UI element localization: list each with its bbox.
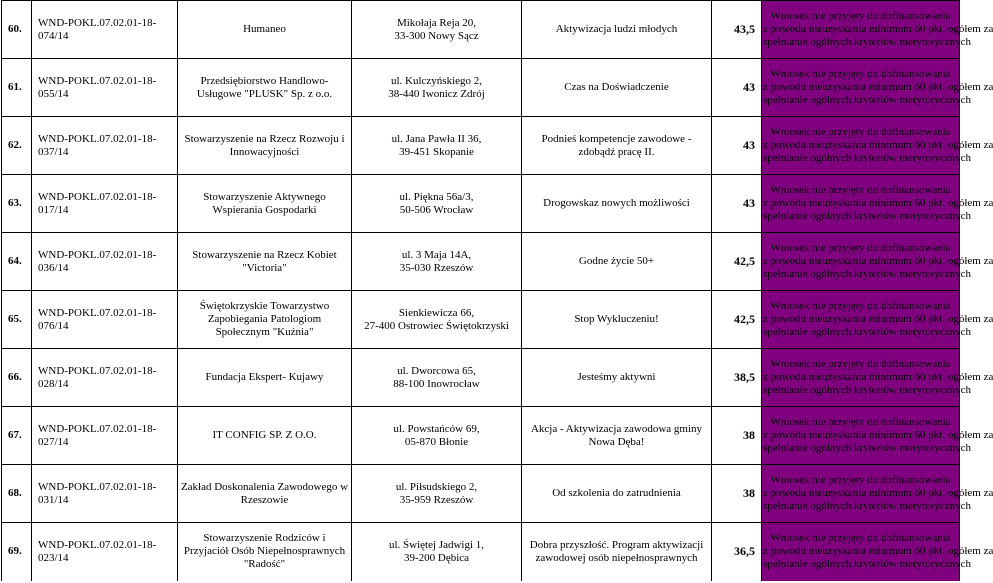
row-applicant [178, 117, 352, 175]
status-line-1: Wniosek nie przyjęty do dofinansowania [770, 358, 951, 370]
row-status [762, 1, 993, 59]
address-line-2: 27-400 Ostrowiec Świętokrzyski [364, 319, 509, 332]
status-line-3: spełnianie ogólnych kryteriów merytorycznych [763, 210, 972, 222]
row-applicant [178, 233, 352, 291]
address-line-1: ul. Kulczyńskiego 2, [390, 74, 483, 87]
row-status [762, 349, 993, 407]
address-line-2: 38-440 Iwonicz Zdrój [388, 87, 485, 100]
row-applicant [178, 523, 352, 581]
points-text: 42,5 [734, 254, 755, 268]
status-line-2: z powodu nieuzyskania minimum 60 pkt. ogółem za [763, 429, 993, 441]
table-row [2, 1, 960, 59]
status-line-1: Wniosek nie przyjęty do dofinansowania [770, 68, 951, 80]
row-lp [2, 1, 32, 59]
row-status [762, 291, 993, 349]
row-project-title [522, 175, 712, 233]
table-body [2, 1, 993, 581]
row-status [762, 175, 993, 233]
row-address [352, 233, 522, 291]
status-line-1: Wniosek nie przyjęty do dofinansowania [770, 532, 951, 545]
title-text: Dobra przyszłość. Program aktywizacji zawodowej osób niepełnosprawnych [529, 538, 704, 564]
status-line-1: Wniosek nie przyjęty do dofinansowania [770, 242, 951, 254]
address-line-2: 33-300 Nowy Sącz [394, 29, 479, 42]
row-project-title [522, 465, 712, 523]
lp-text: 66. [8, 371, 22, 383]
row-application-number [32, 175, 178, 233]
row-points [712, 523, 762, 581]
lp-text: 69. [8, 545, 22, 558]
row-lp [2, 59, 32, 117]
points-text: 43 [743, 138, 755, 152]
row-lp [2, 117, 32, 175]
row-points [712, 349, 762, 407]
row-lp [2, 407, 32, 465]
address-line-1: Mikołaja Reja 20, [396, 16, 477, 29]
status-line-2: z powodu nieuzyskania minimum 60 pkt. ogółem za [763, 371, 993, 383]
table-row [2, 233, 960, 291]
row-address [352, 175, 522, 233]
row-project-title [522, 523, 712, 581]
number-text: WND-POKL.07.02.01-18-017/14 [38, 190, 157, 216]
row-lp [2, 523, 32, 581]
row-applicant [178, 1, 352, 59]
status-line-3: spełnianie ogólnych kryteriów merytorycznych [763, 152, 972, 164]
address-line-2: 35-030 Rzeszów [399, 261, 474, 274]
row-address [352, 407, 522, 465]
table-row [2, 465, 960, 523]
address-line-2: 05-870 Błonie [404, 435, 469, 448]
status-line-1: Wniosek nie przyjęty do dofinansowania [770, 126, 951, 138]
row-points [712, 291, 762, 349]
row-project-title [522, 349, 712, 407]
address-line-2: 50-506 Wrocław [399, 203, 474, 216]
lp-text: 67. [8, 429, 22, 441]
points-text: 42,5 [734, 312, 755, 326]
title-text: Drogowskaz nowych możliwości [543, 197, 690, 209]
status-line-2: z powodu nieuzyskania minimum 60 pkt. ogółem za [763, 139, 993, 151]
address-line-1: ul. Piękna 56a/3, [399, 190, 474, 203]
status-line-3: spełnianie ogólnych kryteriów merytorycznych [763, 558, 972, 571]
row-application-number [32, 1, 178, 59]
row-address [352, 59, 522, 117]
applicant-text: Przedsiębiorstwo Handlowo-Usługowe "PLUSK" Sp. z o.o. [196, 74, 333, 100]
status-line-2: z powodu nieuzyskania minimum 60 pkt. ogółem za [763, 197, 993, 209]
status-line-1: Wniosek nie przyjęty do dofinansowania [770, 416, 951, 428]
points-text: 38 [743, 486, 755, 500]
applicant-text: Świętokrzyskie Towarzystwo Zapobiegania Patologiom Społecznym "Kuźnia" [199, 300, 330, 338]
number-text: WND-POKL.07.02.01-18-036/14 [38, 248, 157, 274]
table-row [2, 523, 960, 581]
address-line-1: ul. 3 Maja 14A, [401, 248, 472, 261]
row-project-title [522, 233, 712, 291]
row-project-title [522, 117, 712, 175]
number-text: WND-POKL.07.02.01-18-028/14 [38, 364, 157, 390]
row-points [712, 175, 762, 233]
status-line-2: z powodu nieuzyskania minimum 60 pkt. ogółem za [763, 545, 993, 558]
status-line-3: spełnianie ogólnych kryteriów merytorycznych [763, 442, 972, 454]
row-status [762, 233, 993, 291]
row-address [352, 1, 522, 59]
title-text: Akcja - Aktywizacja zawodowa gminy Nowa Dęba! [530, 422, 703, 448]
lp-text: 68. [8, 487, 22, 499]
status-line-1: Wniosek nie przyjęty do dofinansowania [770, 474, 951, 486]
row-applicant [178, 175, 352, 233]
row-applicant [178, 291, 352, 349]
applicant-text: Stowarzyszenie na Rzecz Rozwoju i Innowacyjności [184, 132, 345, 158]
applicant-text: Humaneo [243, 23, 286, 35]
row-status [762, 407, 993, 465]
lp-text: 64. [8, 255, 22, 267]
lp-text: 62. [8, 139, 22, 151]
status-line-2: z powodu nieuzyskania minimum 60 pkt. ogółem za [763, 255, 993, 267]
applicant-text: Fundacja Ekspert- Kujawy [205, 371, 324, 383]
row-address [352, 349, 522, 407]
row-application-number [32, 233, 178, 291]
title-text: Podnieś kompetencje zawodowe - zdobądź pracę II. [541, 132, 692, 158]
status-line-2: z powodu nieuzyskania minimum 60 pkt. ogółem za [763, 23, 993, 35]
table-row [2, 59, 960, 117]
status-line-2: z powodu nieuzyskania minimum 60 pkt. ogółem za [763, 487, 993, 499]
points-text: 38,5 [734, 370, 755, 384]
table-row [2, 407, 960, 465]
applications-table [1, 0, 993, 581]
row-applicant [178, 59, 352, 117]
table-row [2, 291, 960, 349]
title-text: Godne życie 50+ [578, 255, 655, 267]
table-row [2, 349, 960, 407]
table-row [2, 175, 960, 233]
row-status [762, 59, 993, 117]
row-project-title [522, 291, 712, 349]
points-text: 43 [743, 196, 755, 210]
title-text: Jesteśmy aktywni [577, 371, 656, 383]
lp-text: 65. [8, 313, 22, 325]
row-points [712, 117, 762, 175]
row-points [712, 233, 762, 291]
row-points [712, 407, 762, 465]
status-line-3: spełnianie ogólnych kryteriów merytorycznych [763, 384, 972, 396]
row-applicant [178, 407, 352, 465]
row-application-number [32, 407, 178, 465]
number-text: WND-POKL.07.02.01-18-074/14 [38, 16, 157, 42]
applicant-text: Stowarzyszenie Rodziców i Przyjaciół Osób Niepełnosprawnych "Radość" [183, 532, 346, 571]
number-text: WND-POKL.07.02.01-18-031/14 [38, 480, 157, 506]
row-project-title [522, 407, 712, 465]
title-text: Czas na Doświadczenie [564, 81, 669, 93]
lp-text: 60. [8, 23, 22, 35]
status-line-3: spełnianie ogólnych kryteriów merytorycznych [763, 326, 972, 338]
status-line-3: spełnianie ogólnych kryteriów merytorycznych [763, 36, 972, 48]
applicant-text: IT CONFIG SP. Z O.O. [212, 429, 317, 441]
lp-text: 61. [8, 81, 22, 93]
title-text: Od szkolenia do zatrudnienia [552, 487, 681, 499]
row-address [352, 465, 522, 523]
status-line-3: spełnianie ogólnych kryteriów merytorycznych [763, 268, 972, 280]
address-line-2: 35-959 Rzeszów [399, 493, 474, 506]
row-project-title [522, 59, 712, 117]
row-lp [2, 349, 32, 407]
status-line-3: spełnianie ogólnych kryteriów merytorycznych [763, 94, 972, 106]
address-line-1: ul. Świętej Jadwigi 1, [388, 538, 485, 551]
row-lp [2, 175, 32, 233]
title-text: Aktywizacja ludzi młodych [555, 23, 678, 35]
address-line-2: 39-200 Dębica [403, 551, 470, 564]
row-points [712, 59, 762, 117]
points-text: 38 [743, 428, 755, 442]
row-applicant [178, 465, 352, 523]
row-application-number [32, 291, 178, 349]
address-line-1: ul. Piłsudskiego 2, [395, 480, 478, 493]
table-row [2, 117, 960, 175]
row-lp [2, 291, 32, 349]
points-text: 36,5 [734, 544, 755, 559]
title-text: Stop Wykluczeniu! [574, 313, 659, 325]
number-text: WND-POKL.07.02.01-18-023/14 [38, 538, 157, 564]
row-status [762, 465, 993, 523]
status-line-1: Wniosek nie przyjęty do dofinansowania [770, 300, 951, 312]
row-lp [2, 465, 32, 523]
address-line-1: Sienkiewicza 66, [398, 306, 475, 319]
number-text: WND-POKL.07.02.01-18-037/14 [38, 132, 157, 158]
applicant-text: Zakład Doskonalenia Zawodowego w Rzeszowie [180, 480, 349, 506]
applicant-text: Stowarzyszenie Aktywnego Wspierania Gospodarki [203, 190, 326, 216]
address-line-2: 88-100 Inowrocław [393, 377, 480, 390]
row-application-number [32, 349, 178, 407]
row-application-number [32, 523, 178, 581]
row-address [352, 117, 522, 175]
row-applicant [178, 349, 352, 407]
row-points [712, 465, 762, 523]
address-line-1: ul. Dworcowa 65, [397, 364, 476, 377]
points-text: 43,5 [734, 22, 755, 36]
lp-text: 63. [8, 197, 22, 209]
status-line-2: z powodu nieuzyskania minimum 60 pkt. ogółem za [763, 313, 993, 325]
row-address [352, 523, 522, 581]
row-points [712, 1, 762, 59]
address-line-1: ul. Powstańców 69, [393, 422, 480, 435]
row-application-number [32, 117, 178, 175]
row-application-number [32, 59, 178, 117]
status-line-3: spełnianie ogólnych kryteriów merytorycznych [763, 500, 972, 512]
number-text: WND-POKL.07.02.01-18-076/14 [38, 306, 157, 332]
row-status [762, 523, 993, 581]
points-text: 43 [743, 80, 755, 94]
row-application-number [32, 465, 178, 523]
number-text: WND-POKL.07.02.01-18-055/14 [38, 74, 157, 100]
status-line-1: Wniosek nie przyjęty do dofinansowania [770, 184, 951, 196]
row-project-title [522, 1, 712, 59]
applicant-text: Stowarzyszenie na Rzecz Kobiet "Victoria" [192, 248, 337, 274]
row-status [762, 117, 993, 175]
status-line-2: z powodu nieuzyskania minimum 60 pkt. ogółem za [763, 81, 993, 93]
number-text: WND-POKL.07.02.01-18-027/14 [38, 422, 157, 448]
row-address [352, 291, 522, 349]
address-line-2: 39-451 Skopanie [399, 145, 474, 158]
status-line-1: Wniosek nie przyjęty do dofinansowania [770, 10, 951, 22]
address-line-1: ul. Jana Pawła II 36, [391, 132, 482, 145]
row-lp [2, 233, 32, 291]
